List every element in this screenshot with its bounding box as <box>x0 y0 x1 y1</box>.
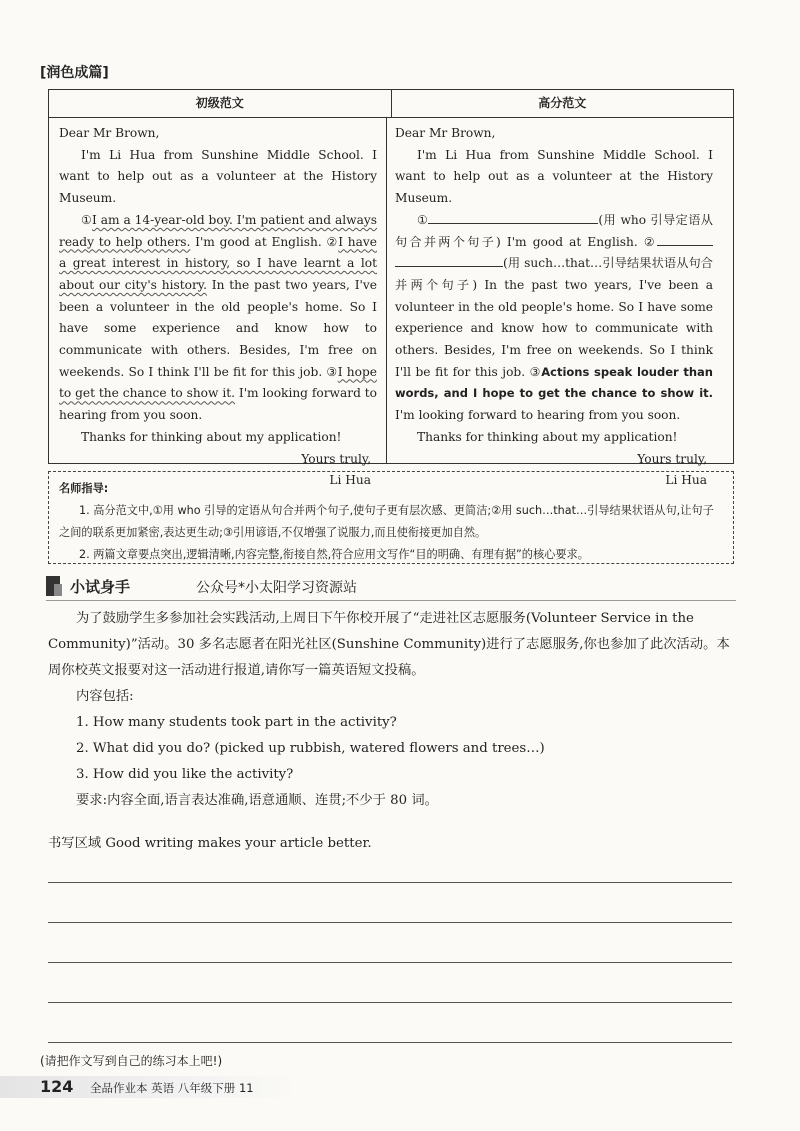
question-3: 3. How did you like the activity? <box>76 767 294 782</box>
hint-2: (用 such…that…引导结果状语从句合并两个句子) <box>395 256 713 292</box>
guide-point-1: 1. 高分范文中,①用 who 引导的定语从句合并两个句子,使句子更有层次感、更简洁;②用 such…that…引导结果状语从句,让句子之间的联系更加紧密,表达更生动;③引用谚语,不仅增强了说服力,而且使衔接更加自然。 <box>59 504 714 539</box>
blank-1[interactable] <box>428 211 598 224</box>
writing-line[interactable] <box>48 882 732 883</box>
practice-title: 小试身手 <box>70 578 131 596</box>
book-title: 全品作业本 英语 八年级下册 11 <box>90 1081 254 1095</box>
table-header <box>49 90 733 118</box>
blank-2b[interactable] <box>395 254 503 267</box>
proverb-sentence: Actions speak louder than words, and I hope to get the chance to show it. <box>395 364 713 401</box>
basic-paragraph-1: I'm Li Hua from Sunshine Middle School. I want to help out as a volunteer at the History Museum. <box>59 147 377 206</box>
sentence-2: I have a great interest in history, so I have learnt a lot about our city's history. <box>59 234 377 292</box>
section-marker-accent <box>54 584 62 596</box>
practice-section-header <box>46 574 736 601</box>
guide-point-2: 2. 两篇文章要点突出,逻辑清晰,内容完整,衔接自然,符合应用文写作“目的明确、有理有据”的核心要求。 <box>79 548 589 561</box>
section-title: [润色成篇] <box>40 65 109 81</box>
writing-line[interactable] <box>48 1002 732 1003</box>
advanced-greeting: Dear Mr Brown, <box>395 126 496 140</box>
writing-line[interactable] <box>48 962 732 963</box>
sentence-3: I hope to get the chance to show it. <box>59 364 377 401</box>
basic-greeting: Dear Mr Brown, <box>59 126 160 140</box>
blank-2a[interactable] <box>657 233 713 246</box>
writing-area-label: 书写区域 Good writing makes your article better. <box>48 836 372 851</box>
advanced-mid-1: I'm good at English. ② <box>500 234 657 249</box>
writing-line[interactable] <box>48 1042 732 1043</box>
hint-1: (用 who 引导定语从句合并两个句子) <box>395 212 713 249</box>
task-intro: 为了鼓励学生多参加社会实践活动,上周日下午你校开展了“走进社区志愿服务(Volunteer Service in the Community)”活动。30 多名志愿者在阳光社区(Sunshine Community)进行了志愿服务,你也参加了此次活动。本周你校英文报要对这一活动进行报道,请你写一篇英语短文投稿。 <box>48 611 730 678</box>
teacher-guide-box <box>48 471 734 564</box>
page-footer <box>0 1076 300 1098</box>
basic-closing: Yours truly, <box>301 451 371 466</box>
basic-mid-2: In the past two years, I've been a volunteer in the old people's home. So I have some experience and know how to communicate with others. Besides, I'm free on weekends. So I think I'll be fit for this job. ③ <box>59 277 377 379</box>
advanced-paragraph-2 <box>395 210 713 427</box>
basic-tail: I'm looking forward to hearing from you soon. <box>59 386 377 423</box>
advanced-header: 高分范文 <box>538 96 587 110</box>
sentence-1-number: ① <box>81 212 92 227</box>
blank-1-number: ① <box>417 212 429 227</box>
requirement: 要求:内容全面,语言表达准确,语意通顺、连贯;不少于 80 词。 <box>76 793 438 808</box>
basic-signature: Li Hua <box>329 473 371 488</box>
basic-mid-1: I'm good at English. ② <box>190 234 339 249</box>
writing-task <box>48 606 738 814</box>
advanced-thanks: Thanks for thinking about my application! <box>417 429 678 444</box>
advanced-signature: Li Hua <box>665 473 707 488</box>
basic-paragraph-2 <box>59 210 377 427</box>
question-2: 2. What did you do? (picked up rubbish, watered flowers and trees…) <box>76 741 545 756</box>
column-divider <box>386 117 387 463</box>
advanced-tail: I'm looking forward to hearing from you soon. <box>395 408 681 423</box>
advanced-essay <box>395 123 713 492</box>
sentence-1: I am a 14-year-old boy. I'm patient and always ready to help others. <box>59 212 377 249</box>
basic-thanks: Thanks for thinking about my application! <box>81 429 342 444</box>
notebook-note: (请把作文写到自己的练习本上吧!) <box>40 1054 223 1068</box>
writing-line[interactable] <box>48 922 732 923</box>
advanced-closing: Yours truly, <box>637 451 707 466</box>
basic-header: 初级范文 <box>49 90 392 117</box>
watermark-text: 公众号*小太阳学习资源站 <box>196 580 357 596</box>
advanced-paragraph-1: I'm Li Hua from Sunshine Middle School. I want to help out as a volunteer at the History Museum. <box>395 147 713 206</box>
page-number: 124 <box>40 1077 74 1096</box>
content-label: 内容包括: <box>76 689 134 704</box>
model-essays-table <box>48 89 734 488</box>
advanced-mid-2: In the past two years, I've been a volunteer in the old people's home. So I have some experience and know how to communicate with others. Besides, I'm free on weekends. So I think I'll be fit for this job. ③ <box>395 277 713 379</box>
question-1: 1. How many students took part in the activity? <box>76 715 397 730</box>
guide-title: 名师指导: <box>59 482 109 495</box>
basic-essay <box>59 123 377 492</box>
